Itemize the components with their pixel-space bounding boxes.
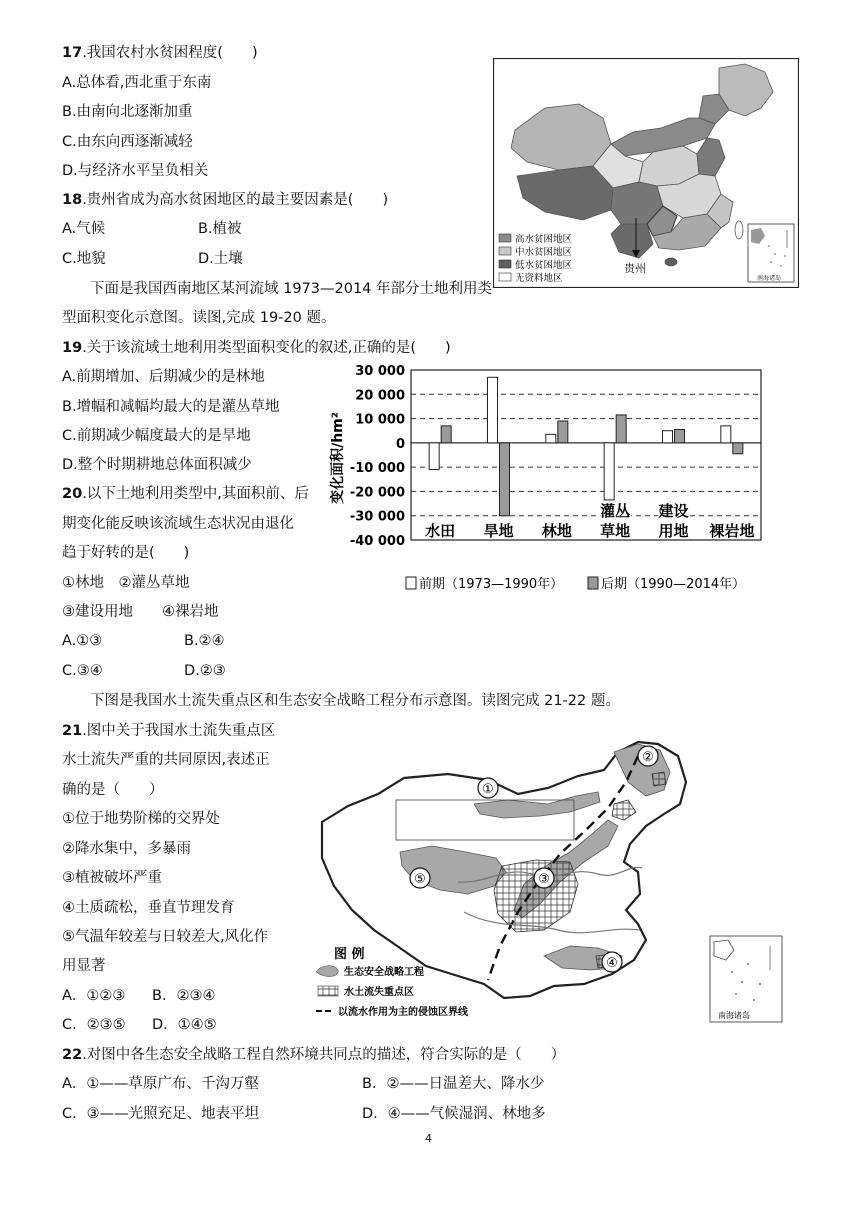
map2-marker-2 bbox=[638, 746, 658, 766]
water-poverty-map bbox=[493, 58, 799, 288]
chart-category-label: 林地 bbox=[541, 522, 572, 540]
map1-legend-none: 无资料地区 bbox=[515, 273, 563, 284]
intro-19-20-line2: 型面积变化示意图。读图,完成 19-20 题。 bbox=[62, 310, 336, 326]
map1-inset-label: 南海诸岛 bbox=[757, 275, 782, 282]
chart-legend-series-1: 前期（1973—1990年） bbox=[419, 577, 564, 592]
svg-text:②: ② bbox=[642, 750, 654, 765]
q20-option-a: A.①③ bbox=[62, 633, 103, 649]
map2-legend-erosion: 水土流失重点区 bbox=[344, 987, 414, 998]
land-use-chart bbox=[320, 362, 780, 602]
chart-legend-series-2: 后期（1990—2014年） bbox=[601, 577, 746, 592]
chart-bar-early bbox=[546, 434, 556, 443]
q20-stem-line1: 20.以下土地利用类型中,其面积前、后 bbox=[62, 486, 309, 502]
q19-stem: 19.关于该流域土地利用类型面积变化的叙述,正确的是( ) bbox=[62, 340, 451, 356]
chart-bar-early bbox=[488, 377, 498, 443]
chart-category-label: 建设 bbox=[658, 502, 689, 520]
chart-plot-frame bbox=[411, 370, 761, 540]
q20-option-d: D.②③ bbox=[184, 663, 226, 679]
q20-item-2: ③建设用地 ④裸岩地 bbox=[62, 604, 219, 620]
chart-category-label: 旱地 bbox=[483, 522, 514, 540]
chart-bar-late bbox=[675, 430, 685, 443]
chart-bar-early bbox=[721, 426, 731, 443]
chart-y-tick-label: -20 000 bbox=[349, 485, 405, 501]
q17-option-b: B.由南向北逐渐加重 bbox=[62, 104, 193, 120]
intro-21-22: 下图是我国水土流失重点区和生态安全战略工程分布示意图。读图完成 21-22 题。 bbox=[90, 693, 620, 709]
chart-bar-late bbox=[616, 415, 626, 443]
chart-bar-late bbox=[441, 426, 451, 443]
q18-option-a: A.气候 bbox=[62, 221, 106, 237]
q18-stem: 18.贵州省成为高水贫困地区的最主要因素是( ) bbox=[62, 192, 389, 208]
land-use-chart-svg bbox=[320, 362, 780, 602]
q17-option-a: A.总体看,西北重于东南 bbox=[62, 75, 212, 91]
map2-marker-3 bbox=[534, 868, 554, 888]
q17-option-c: C.由东向西逐渐减轻 bbox=[62, 134, 193, 150]
q22-stem: 22.对图中各生态安全战略工程自然环境共同点的描述，符合实际的是（ ） bbox=[62, 1047, 566, 1063]
chart-legend bbox=[406, 576, 745, 592]
map1-legend-mid: 中水贫困地区 bbox=[515, 247, 573, 258]
chart-category-label: 裸岩地 bbox=[709, 522, 755, 540]
svg-text:③: ③ bbox=[538, 872, 550, 887]
chart-y-tick-label: 20 000 bbox=[355, 388, 405, 404]
q22-option-d: D．④——气候湿润、林地多 bbox=[362, 1106, 546, 1122]
intro-19-20-line1: 下面是我国西南地区某河流域 1973—2014 年部分土地利用类 bbox=[90, 281, 493, 297]
q20-option-c: C.③④ bbox=[62, 663, 103, 679]
chart-y-tick-label: -30 000 bbox=[349, 509, 405, 525]
chart-y-tick-label: 0 bbox=[395, 436, 405, 452]
map2-marker-1 bbox=[478, 778, 498, 798]
map2-legend-eco: 生态安全战略工程 bbox=[344, 967, 424, 978]
q21-stem-line1: 21.图中关于我国水土流失重点区 bbox=[62, 723, 276, 739]
svg-text:①: ① bbox=[482, 782, 494, 797]
map1-legend-low: 低水贫困地区 bbox=[515, 260, 573, 271]
chart-y-tick-label: -40 000 bbox=[349, 534, 405, 549]
q19-option-a: A.前期增加、后期减少的是林地 bbox=[62, 369, 265, 385]
q21-option-c: C．②③⑤ bbox=[62, 1017, 126, 1033]
chart-y-tick-label: -10 000 bbox=[349, 461, 405, 477]
chart-bar-early bbox=[429, 443, 439, 470]
chart-category-label: 水田 bbox=[425, 522, 456, 540]
erosion-zone-ne2 bbox=[652, 772, 666, 786]
chart-bar-early bbox=[663, 431, 673, 443]
map1-legend-high: 高水贫困地区 bbox=[515, 234, 573, 245]
q18-option-b: B.植被 bbox=[198, 221, 242, 237]
q22-option-a: A．①——草原广布、千沟万壑 bbox=[62, 1076, 259, 1092]
q19-option-c: C.前期减少幅度最大的是旱地 bbox=[62, 428, 251, 444]
q19-option-d: D.整个时期耕地总体面积减少 bbox=[62, 457, 252, 473]
map2-legend-boundary: 以流水作用为主的侵蚀区界线 bbox=[338, 1007, 468, 1018]
q17-stem: 17.我国农村水贫困程度( ) bbox=[62, 45, 258, 61]
q18-option-c: C.地貌 bbox=[62, 251, 106, 267]
water-poverty-map-svg bbox=[493, 58, 799, 288]
chart-category-label: 用地 bbox=[658, 522, 689, 540]
chart-bar-late bbox=[733, 443, 743, 454]
map2-marker-4 bbox=[602, 952, 622, 972]
q21-item-5-cont: 用显著 bbox=[62, 958, 106, 974]
chart-bar-late bbox=[558, 421, 568, 443]
chart-y-tick-label: 10 000 bbox=[355, 412, 405, 428]
q18-option-d: D.土壤 bbox=[198, 251, 243, 267]
map2-marker-5 bbox=[410, 868, 430, 888]
chart-y-tick-label: 30 000 bbox=[355, 364, 405, 379]
q21-item-3: ③植被破坏严重 bbox=[62, 870, 162, 886]
svg-text:⑤: ⑤ bbox=[414, 872, 426, 887]
q21-item-2: ②降水集中，多暴雨 bbox=[62, 841, 191, 857]
svg-text:④: ④ bbox=[606, 956, 618, 971]
q21-option-b: B．②③④ bbox=[152, 988, 216, 1004]
q20-stem-line3: 趋于好转的是( ) bbox=[62, 545, 190, 561]
q20-stem-line2: 期变化能反映该流域生态状况由退化 bbox=[62, 516, 294, 532]
q21-stem-line3: 确的是（ ） bbox=[62, 782, 164, 798]
q21-item-1: ①位于地势阶梯的交界处 bbox=[62, 811, 220, 827]
q17-option-d: D.与经济水平呈负相关 bbox=[62, 163, 209, 179]
eco-security-map bbox=[308, 734, 786, 1026]
chart-category-label: 灌丛 bbox=[600, 502, 631, 520]
map2-legend-title: 图 例 bbox=[334, 947, 365, 962]
q21-stem-line2: 水土流失严重的共同原因,表述正 bbox=[62, 752, 270, 768]
q20-item-1: ①林地 ②灌丛草地 bbox=[62, 575, 190, 591]
q21-option-d: D．①④⑤ bbox=[152, 1017, 217, 1033]
chart-bar-late bbox=[500, 443, 510, 516]
q21-option-a: A．①②③ bbox=[62, 988, 126, 1004]
chart-y-axis-label: 变化面积/hm² bbox=[330, 412, 346, 504]
chart-category-label: 草地 bbox=[600, 522, 631, 540]
q22-option-b: B．②——日温差大、降水少 bbox=[362, 1076, 545, 1092]
q21-item-4: ④土质疏松，垂直节理发育 bbox=[62, 900, 235, 916]
page-number: 4 bbox=[425, 1132, 432, 1145]
q19-option-b: B.增幅和减幅均最大的是灌丛草地 bbox=[62, 399, 280, 415]
q22-option-c: C．③——光照充足、地表平坦 bbox=[62, 1106, 260, 1122]
q21-item-5: ⑤气温年较差与日较差大,风化作 bbox=[62, 929, 269, 945]
q20-option-b: B.②④ bbox=[184, 633, 225, 649]
map1-guizhou-label: 贵州 bbox=[624, 262, 646, 275]
chart-bar-early bbox=[604, 443, 614, 500]
map2-inset-label: 南海诸岛 bbox=[718, 1011, 750, 1020]
eco-security-map-svg bbox=[308, 734, 786, 1026]
